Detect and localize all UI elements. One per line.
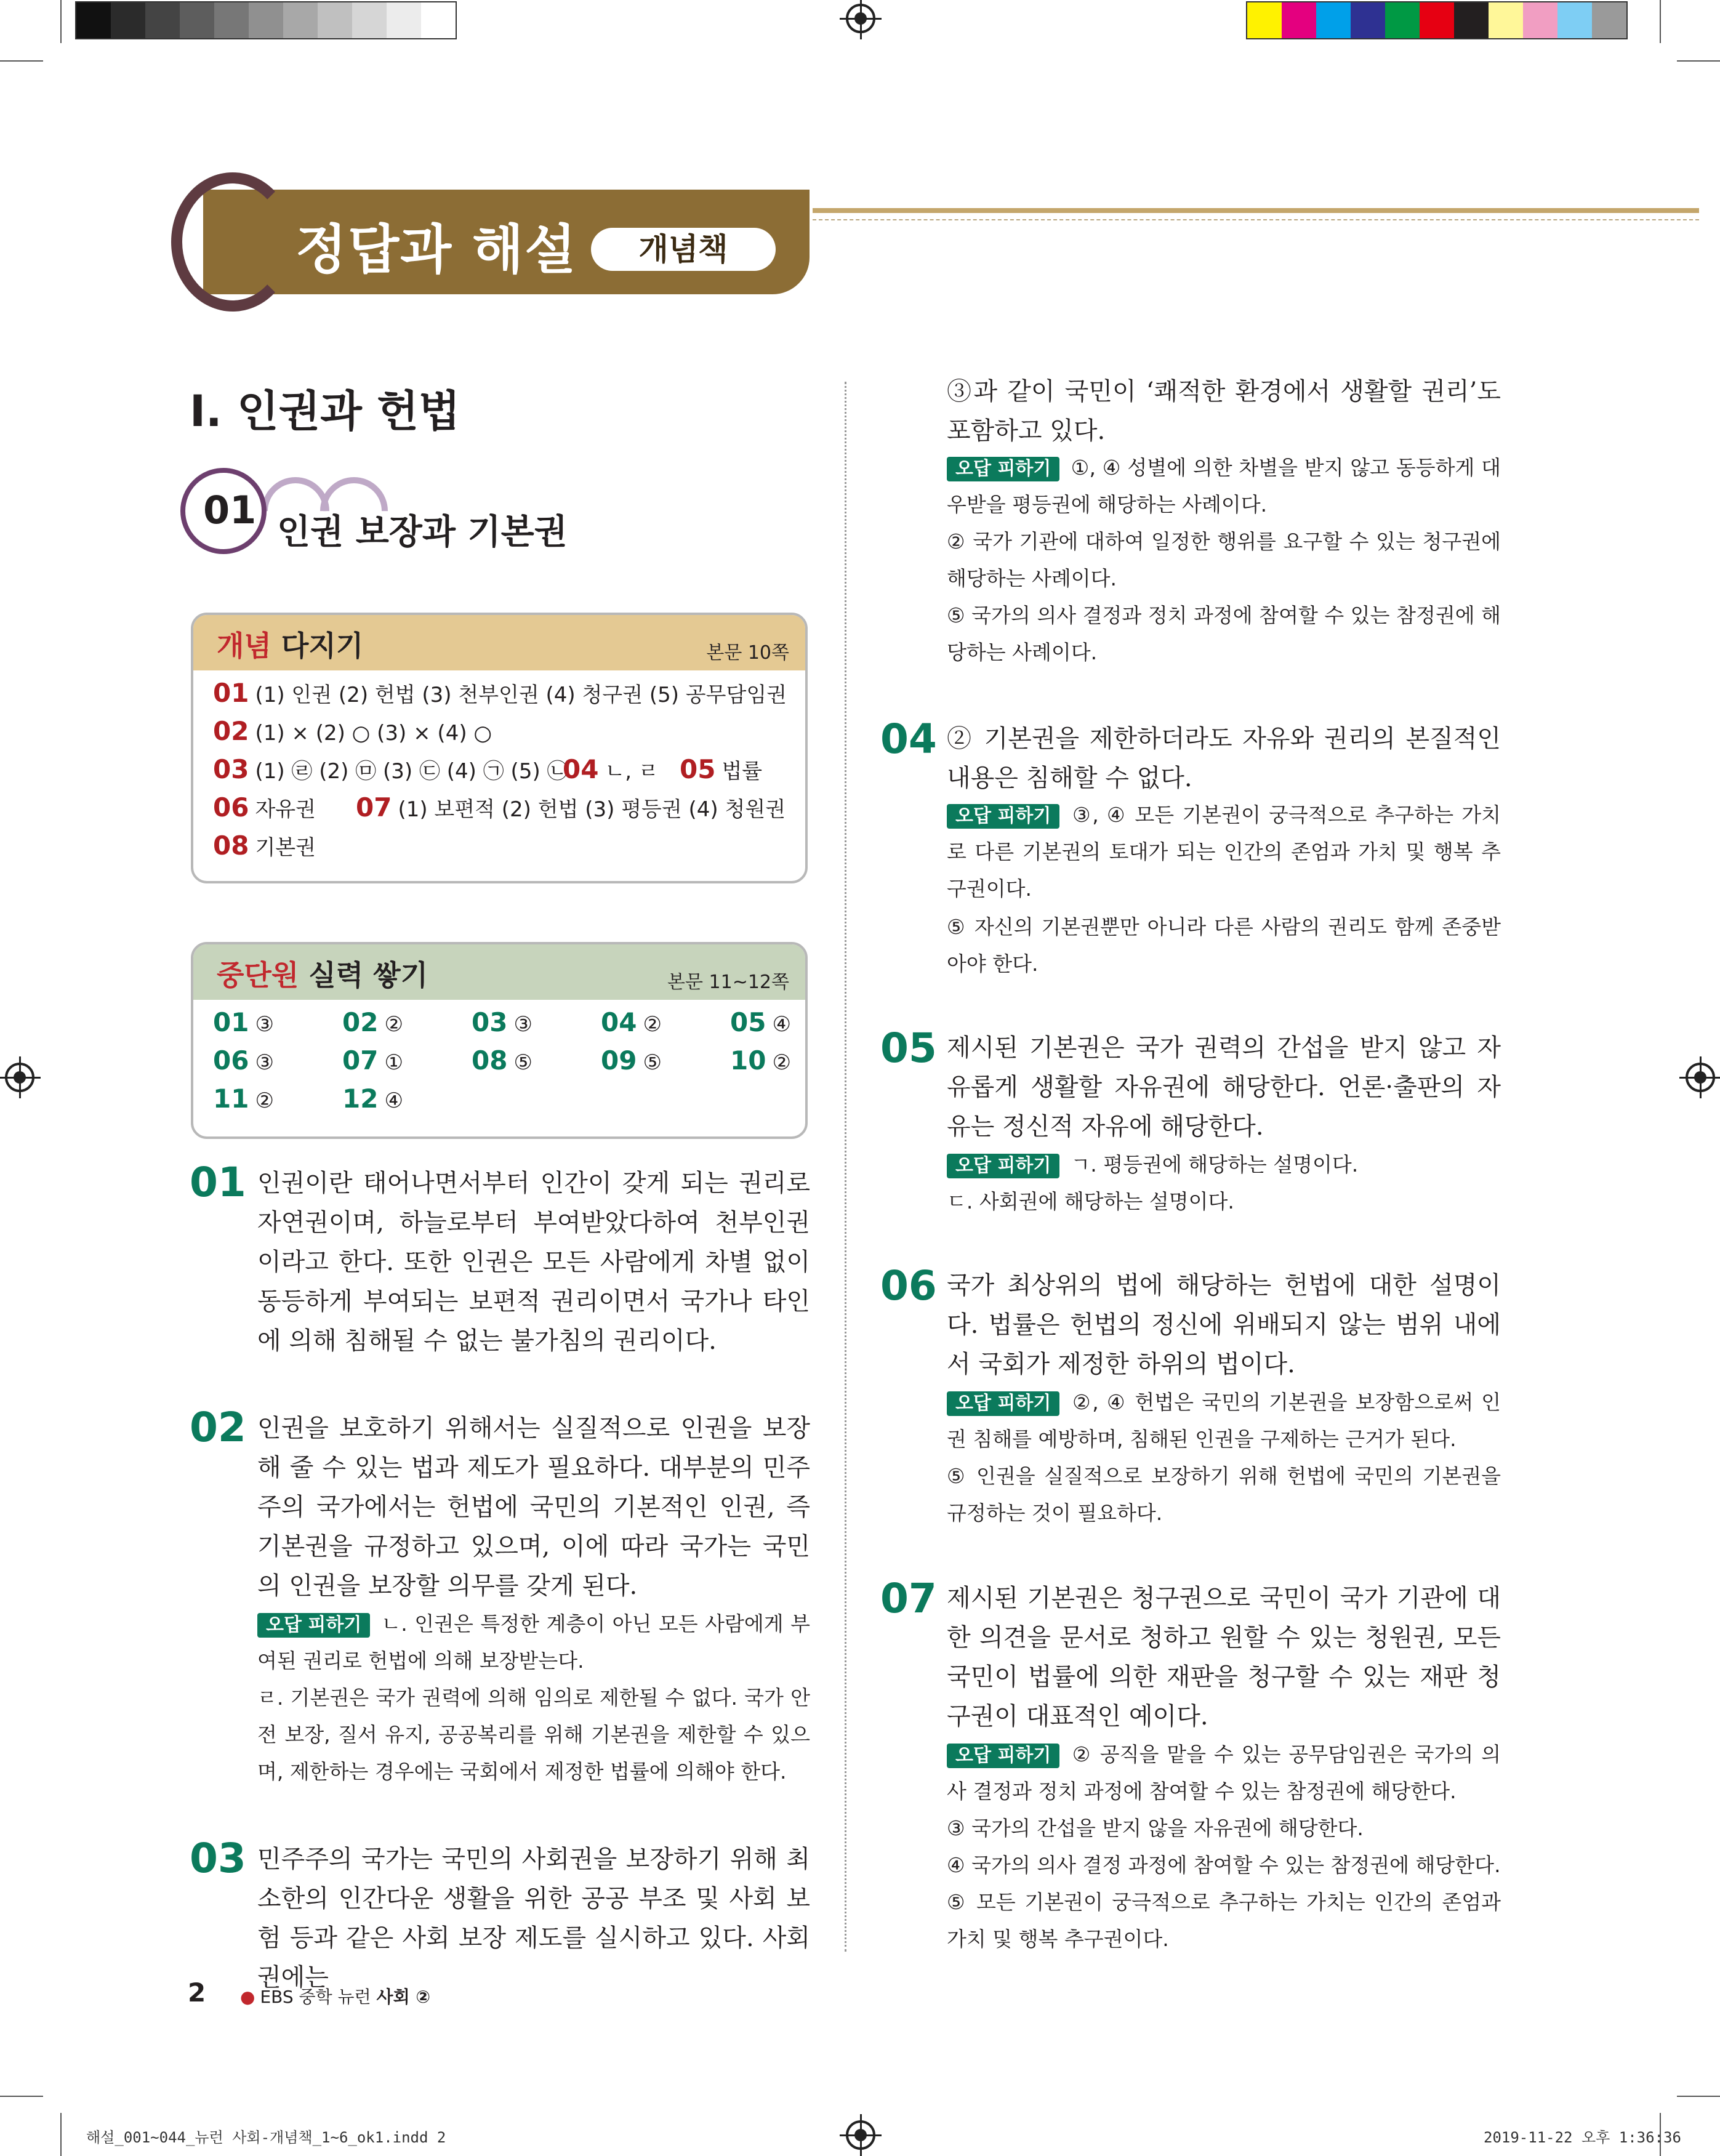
wrong-answer-tag: 오답 피하기: [947, 1391, 1059, 1416]
explanation-text: 제시된 기본권은 국가 권력의 간섭을 받지 않고 자유롭게 생활할 자유권에 해당한다. 언론·출판의 자유는 정신적 자유에 해당한다.: [947, 1034, 1501, 1141]
answer-item: 03 (1) ㉣ (2) ㉤ (3) ㉢ (4) ㉠ (5) ㉡: [213, 754, 568, 784]
skill-box-header: [193, 944, 805, 1000]
concept-box-header: [193, 615, 805, 670]
wrong-answer-tag: 오답 피하기: [947, 1154, 1059, 1178]
column-divider: [845, 382, 846, 1952]
page-number: 2: [188, 1977, 206, 2008]
answer-item: 02 (1) × (2) ○ (3) × (4) ○: [213, 716, 492, 746]
note-text: ①, ④ 성별에 의한 차별을 받지 않고 동등하게 대우받을 평등권에 해당하는 사례이다.: [947, 456, 1501, 517]
explanation-number: 03: [190, 1835, 246, 1882]
answer-item: 01 (1) 인권 (2) 헌법 (3) 천부인권 (4) 청구권 (5) 공무담임권: [213, 678, 787, 708]
explanation-number: 01: [190, 1159, 246, 1206]
wrong-answer-tag: 오답 피하기: [257, 1613, 370, 1638]
answer-item: 11 ②: [213, 1084, 274, 1114]
answer-item: 10 ②: [730, 1045, 791, 1076]
concept-box-title-main: 다지기: [281, 629, 364, 662]
concept-box-page-ref: 본문 10쪽: [706, 642, 789, 664]
skill-box-page-ref: 본문 11~12쪽: [667, 971, 789, 993]
registration-mark-icon: [846, 2120, 875, 2150]
chapter-title: I. 인권과 헌법: [190, 386, 460, 436]
registration-mark-icon: [5, 1063, 34, 1092]
wrong-answer-note: ⑤ 모든 기본권이 궁극적으로 추구하는 가치는 인간의 존엄과 가치 및 행복 추구권이다.: [947, 1890, 1501, 1951]
skill-box-title-accent: 중단원: [217, 959, 299, 992]
answer-item: 06 ③: [213, 1045, 274, 1076]
note-text: ③, ④ 모든 기본권이 궁극적으로 추구하는 가치로 다른 기본권의 토대가 되는 인간의 존엄과 가치 및 행복 추구권이다.: [947, 803, 1501, 901]
explanation-number: 04: [880, 715, 937, 763]
explanation-number: 02: [190, 1404, 246, 1451]
skill-box-title-main: 실력 쌓기: [308, 959, 428, 992]
wrong-answer-note: [257, 1606, 810, 1679]
header-title: 정답과 해설: [295, 219, 577, 281]
wrong-answer-note: ③ 국가의 간섭을 받지 않을 자유권에 해당한다.: [947, 1816, 1364, 1840]
answer-item: 06 자유권: [213, 792, 316, 823]
crop-mark: [1660, 0, 1661, 43]
skill-answer-box: [191, 942, 808, 1139]
note-text: ②, ④ 헌법은 국민의 기본권을 보장함으로써 인권 침해를 예방하며, 침해된 인권을 구제하는 근거가 된다.: [947, 1390, 1501, 1451]
answer-item: 07 (1) 보편적 (2) 헌법 (3) 평등권 (4) 청원권: [356, 792, 786, 823]
header-rule: [813, 208, 1699, 213]
file-slug: 해설_001~044_뉴런 사회-개념책_1~6_ok1.indd 2: [86, 2129, 446, 2146]
answer-item: 03 ③: [472, 1007, 532, 1037]
concept-answer-box: [191, 613, 808, 883]
explanation-text-continued: ③과 같이 국민이 ‘쾌적한 환경에서 생활할 권리’도 포함하고 있다.: [947, 377, 1501, 445]
answer-item: 08 기본권: [213, 831, 316, 861]
crop-mark: [1677, 60, 1720, 62]
explanation-text: 국가 최상위의 법에 해당하는 헌법에 대한 설명이다. 법률은 헌법의 정신에 위배되지 않는 범위 내에서 국회가 제정한 하위의 법이다.: [947, 1271, 1501, 1378]
color-swatches: [1246, 1, 1628, 39]
crop-mark: [0, 2096, 43, 2097]
registration-mark-icon: [846, 4, 875, 33]
wrong-answer-note: ④ 국가의 의사 결정 과정에 참여할 수 있는 참정권에 해당한다.: [947, 1853, 1501, 1877]
wrong-answer-note: [947, 1384, 1501, 1458]
wrong-answer-note: ㄷ. 사회권에 해당하는 설명이다.: [947, 1189, 1234, 1213]
crop-mark: [1677, 2096, 1720, 2097]
explanation-text: 제시된 기본권은 청구권으로 국민이 국가 기관에 대한 의견을 문서로 청하고 원할 수 있는 청원권, 모든 국민이 법률에 의한 재판을 청구할 수 있는 재판 청구권이 대표적인 예이다.: [947, 1584, 1501, 1731]
answer-item: 01 ③: [213, 1007, 274, 1037]
print-timestamp: 2019-11-22 오후 1:36:36: [1484, 2129, 1681, 2146]
header-badge: 개념책: [591, 228, 776, 271]
concept-box-title: [217, 624, 363, 664]
explanation-text: 인권이란 태어나면서부터 인간이 갖게 되는 권리로 자연권이며, 하늘로부터 부여받았다하여 천부인권이라고 한다. 또한 인권은 모든 사람에게 차별 없이 동등하게 부여되는 보편적 권리이면서 국가나 타인에 의해 침해될 수 없는 불가침의 권리이다.: [257, 1169, 810, 1355]
explanation-number: 07: [880, 1575, 937, 1622]
wrong-answer-note: ② 국가 기관에 대하여 일정한 행위를 요구할 수 있는 청구권에 해당하는 사례이다.: [947, 529, 1501, 590]
answer-item: 04 ②: [601, 1007, 662, 1037]
wrong-answer-note: [947, 449, 1501, 523]
answer-item: 02 ②: [342, 1007, 403, 1037]
answer-item: 05 법률: [680, 754, 763, 784]
wrong-answer-tag: 오답 피하기: [947, 1744, 1059, 1768]
unit-title: 인권 보장과 기본권: [277, 512, 568, 552]
answer-item: 05 ④: [730, 1007, 791, 1037]
unit-number: 01: [203, 488, 257, 533]
book-title: [240, 1984, 430, 2008]
wrong-answer-note: ⑤ 인권을 실질적으로 보장하기 위해 헌법에 국민의 기본권을 규정하는 것이 필요하다.: [947, 1464, 1501, 1525]
note-text: ② 공직을 맡을 수 있는 공무담임권은 국가의 의사 결정과 정치 과정에 참여할 수 있는 참정권에 해당한다.: [947, 1742, 1501, 1803]
book-subject: 사회 ②: [376, 1987, 431, 2007]
note-text: ㄱ. 평등권에 해당하는 설명이다.: [1071, 1152, 1359, 1177]
wrong-answer-note: [947, 1736, 1501, 1810]
crop-mark: [0, 60, 43, 62]
skill-box-title: [217, 953, 428, 994]
crop-mark: [60, 0, 62, 43]
answer-item: 07 ①: [342, 1045, 403, 1076]
book-series: EBS 중학 뉴런: [260, 1987, 377, 2007]
explanation-text: ② 기본권을 제한하더라도 자유와 권리의 본질적인 내용은 침해할 수 없다.: [947, 725, 1501, 792]
answer-item: 04 ㄴ, ㄹ: [563, 754, 659, 784]
answer-item: 08 ⑤: [472, 1045, 532, 1076]
grayscale-swatches: [75, 1, 457, 39]
wrong-answer-note: [947, 797, 1501, 907]
header-dashed-rule: [813, 219, 1699, 220]
wrong-answer-note: ㄹ. 기본권은 국가 권력에 의해 임의로 제한될 수 없다. 국가 안전 보장, 질서 유지, 공공복리를 위해 기본권을 제한할 수 있으며, 제한하는 경우에는 국회에서 제정한 법률에 의해야 한다.: [257, 1686, 810, 1784]
explanation-number: 06: [880, 1262, 937, 1309]
wrong-answer-note: ⑤ 자신의 기본권뿐만 아니라 다른 사람의 권리도 함께 존중받아야 한다.: [947, 915, 1501, 976]
answer-item: 12 ④: [342, 1084, 403, 1114]
bullet-icon: ●: [240, 1987, 255, 2007]
crop-mark: [60, 2113, 62, 2156]
registration-mark-icon: [1686, 1063, 1715, 1092]
wrong-answer-tag: 오답 피하기: [947, 457, 1059, 481]
wrong-answer-tag: 오답 피하기: [947, 804, 1059, 829]
answer-item: 09 ⑤: [601, 1045, 662, 1076]
note-text: ㄴ. 인권은 특정한 계층이 아닌 모든 사람에게 부여된 권리로 헌법에 의해 보장받는다.: [257, 1612, 810, 1673]
explanation-text: 인권을 보호하기 위해서는 실질적으로 인권을 보장해 줄 수 있는 법과 제도가 필요하다. 대부분의 민주주의 국가에서는 헌법에 국민의 기본적인 인권, 즉 기본권을 규정하고 있으며, 이에 따라 국가는 국민의 인권을 보장할 의무를 갖게 된다.: [257, 1414, 810, 1600]
wrong-answer-note: ⑤ 국가의 의사 결정과 정치 과정에 참여할 수 있는 참정권에 해당하는 사례이다.: [947, 603, 1501, 664]
explanation-number: 05: [880, 1024, 937, 1072]
banner-arc-decoration: [171, 172, 294, 312]
concept-box-title-accent: 개념: [217, 629, 271, 662]
wrong-answer-note: [947, 1146, 1501, 1183]
explanation-text: 민주주의 국가는 국민의 사회권을 보장하기 위해 최소한의 인간다운 생활을 위한 공공 부조 및 사회 보험 등과 같은 사회 보장 제도를 실시하고 있다. 사회권에는: [257, 1845, 810, 1992]
